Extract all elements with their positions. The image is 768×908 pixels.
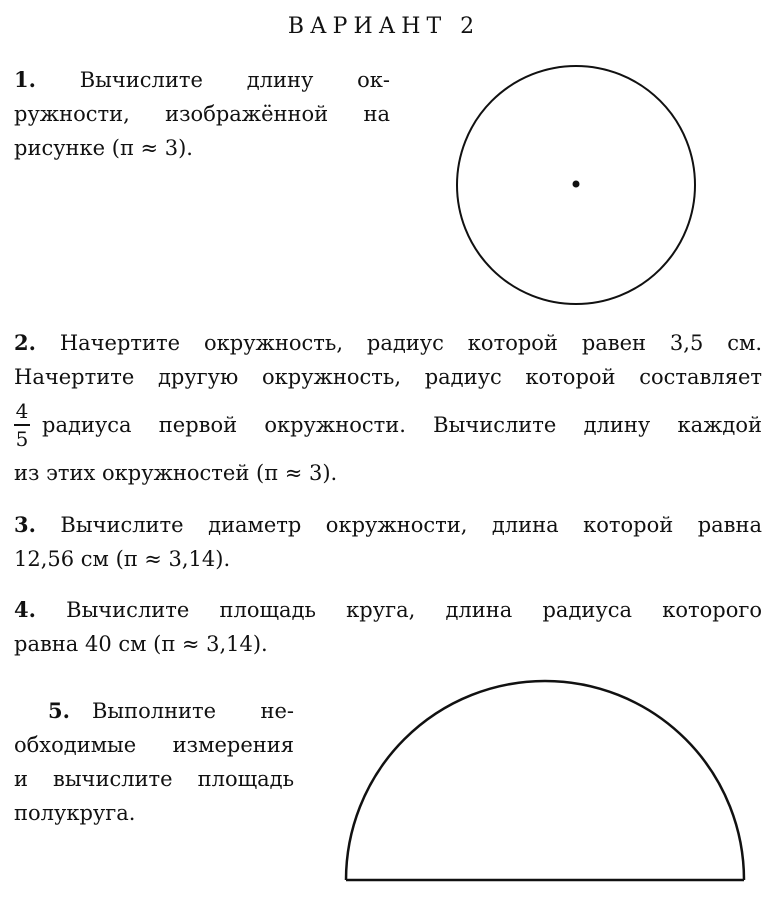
problem-4-number: 4. [14, 597, 36, 622]
problem-2-line-2: Начертите другую окружность, радиус которой составляет [14, 365, 762, 389]
fraction-numerator: 4 [15, 399, 29, 423]
problem-1-number: 1. [14, 67, 36, 92]
problem-5-line-3: и вычислите площадь [14, 767, 294, 791]
semicircle-arc [346, 681, 744, 880]
problem-2-line-4: из этих окружностей (π ≈ 3). [14, 461, 338, 485]
problem-5-number: 5. [48, 698, 70, 723]
problem-2-number: 2. [14, 330, 36, 355]
problem-5-line-4: полукруга. [14, 801, 136, 825]
problem-3-line-2: 12,56 см (π ≈ 3,14). [14, 547, 231, 571]
problem-5-line-2: обходимые измерения [14, 733, 294, 757]
variant-title: ВАРИАНТ 2 [287, 14, 481, 39]
problem-2-text-3: радиуса первой окружности. Вычислите длину каждой [42, 413, 762, 437]
problem-1-line-3: рисунке (π ≈ 3). [14, 136, 193, 160]
problem-4-line-2: равна 40 см (π ≈ 3,14). [14, 632, 268, 656]
problem-4-text-1: Вычислите площадь круга, длина радиуса которого [66, 598, 762, 622]
fraction-denominator: 5 [15, 427, 29, 451]
problem-3-text-1: Вычислите диаметр окружности, длина которой равна [60, 513, 762, 537]
problem-3-number: 3. [14, 512, 36, 537]
problem-2-text-1: Начертите окружность, радиус которой равен 3,5 см. [59, 331, 762, 355]
problem-5-text-1: Выполните не- [91, 699, 294, 723]
problem-1-text-1: Вычислите длину ок- [79, 68, 390, 92]
problem-1-line-2: ружности, изображённой на [14, 102, 390, 126]
